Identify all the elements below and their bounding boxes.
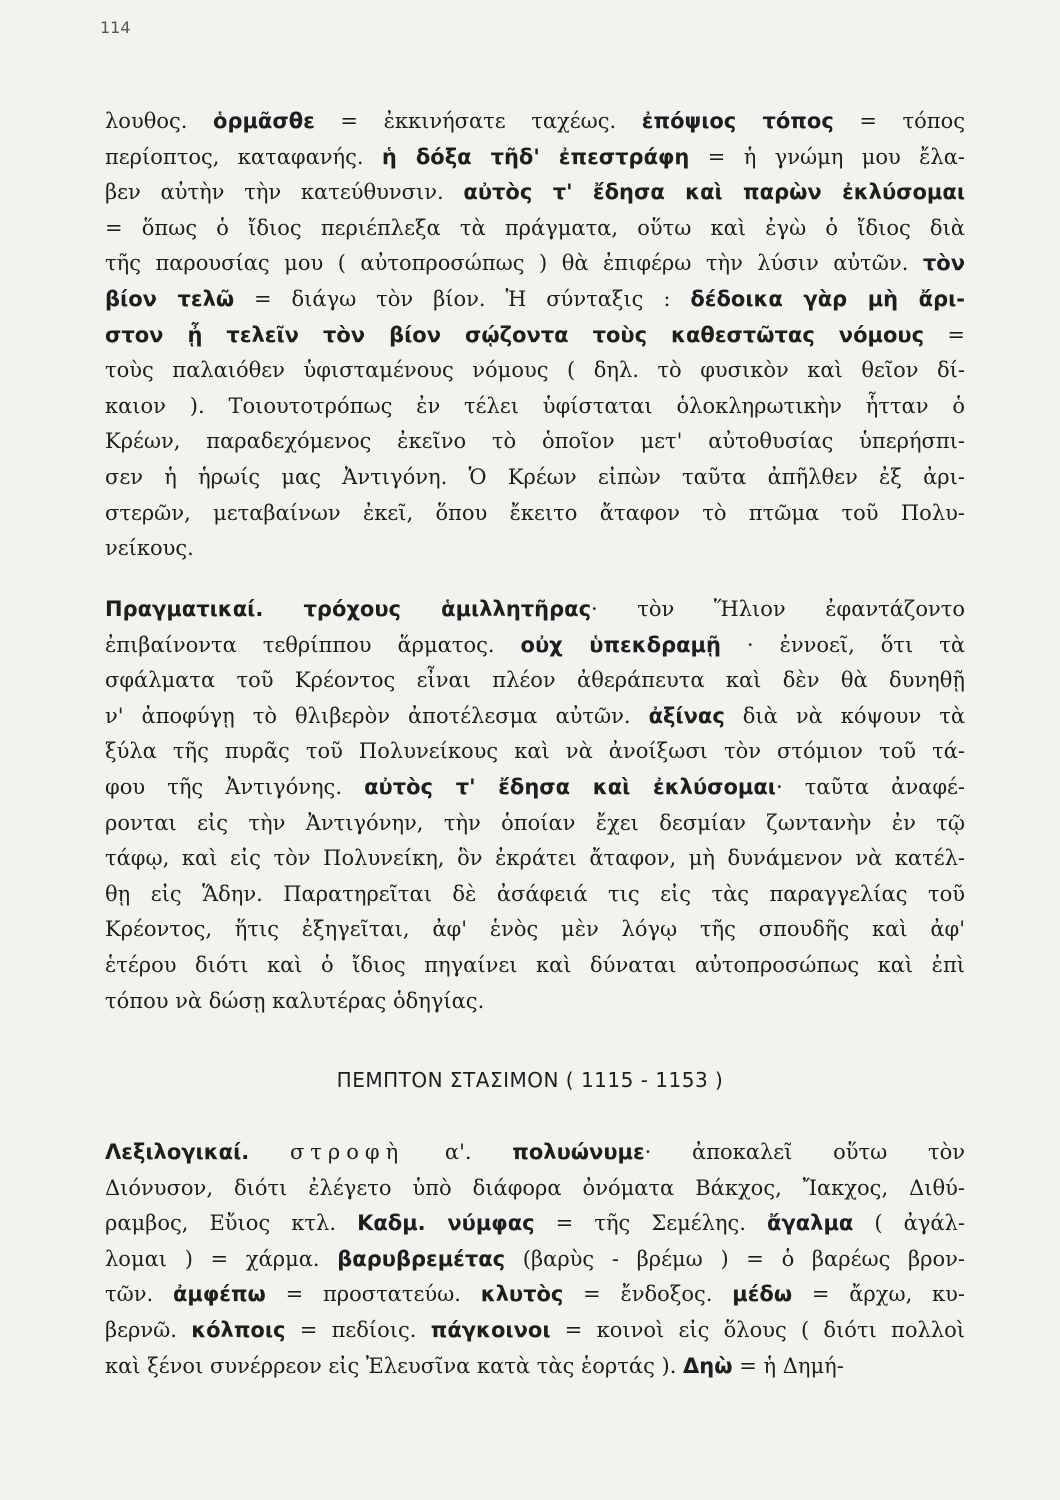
text-run: στερῶν, μεταβαίνων ἐκεῖ, ὅπου ἔκειτο ἄταφον τὸ πτῶμα τοῦ Πολυ- (105, 500, 965, 525)
text-run: καὶ ξένοι συνέρρεον εἰς Ἐλευσῖνα κατὰ τὰς ἑορτάς ). (105, 1353, 684, 1378)
bold-term: ἡ δόξα τῆδ' ἐπεστράφη (381, 144, 690, 169)
text-line (105, 460, 965, 496)
bold-term: ἐπόψιος τόπος (641, 109, 834, 133)
bold-term: βαρυβρεμέτας (337, 1246, 506, 1271)
text-line (105, 734, 965, 770)
text-run: ἑτέρου διότι καὶ ὁ ἴδιος πηγαίνει καὶ δύναται αὐτοπροσώπως καὶ ἐπὶ (105, 952, 965, 977)
text-run: σεν ἡ ἡρωίς μας Ἀντιγόνη. Ὁ Κρέων εἰπὼν ταῦτα ἀπῆλθεν ἐξ ἀρι- (105, 464, 965, 489)
paragraph-commentary-1 (105, 104, 965, 567)
text-line (105, 424, 965, 460)
bold-term: κόλποις (191, 1317, 286, 1342)
bold-term: αὐτὸς τ' ἔδησα καὶ παρὼν ἐκλύσομαι (463, 180, 965, 205)
bold-term: βίον τελῶ (105, 286, 235, 311)
bold-term: ὁρμᾶσθε (213, 109, 315, 133)
text-line (105, 592, 965, 628)
text-line (105, 282, 965, 318)
text-run: τάφῳ, καὶ εἰς τὸν Πολυνείκη, ὃν ἐκράτει ἄταφον, μὴ δυνάμενον νὰ κατέλ- (105, 846, 965, 871)
bold-term: πάγκοινοι (430, 1317, 551, 1342)
text-run: · ἐννοεῖ, ὅτι τὰ (720, 632, 966, 657)
page-number: 114 (100, 18, 131, 37)
text-line (105, 948, 965, 984)
text-run: ν' ἀποφύγῃ τὸ θλιβερὸν ἀποτέλεσμα αὐτῶν. (105, 703, 649, 728)
text-run: καιον ). Τοιουτοτρόπως ἐν τέλει ὑφίσταται ὁλοκληρωτικὴν ἧτταν ὁ (105, 393, 965, 418)
text-run: = ἡ γνώμη μου ἔλα- (689, 144, 965, 169)
text-run: (βαρὺς - βρέμω ) = ὁ βαρέως βρον- (505, 1246, 965, 1271)
text-run: ( ἀγάλ- (853, 1211, 965, 1236)
bold-term: Καδμ. νύμφας (357, 1211, 535, 1236)
text-line (105, 1171, 965, 1207)
bold-term: κλυτὸς (480, 1282, 564, 1307)
bold-term: αὐτὸς τ' ἔδησα καὶ ἐκλύσομαι (364, 774, 776, 799)
text-run: · τὸν Ἥλιον ἐφαντάζοντο (591, 597, 965, 621)
text-run: τῆς παρουσίας μου ( αὐτοπροσώπως ) θὰ ἐπιφέρω τὴν λύσιν αὐτῶν. (105, 251, 923, 276)
text-run: λομαι ) = χάρμα. (105, 1246, 338, 1271)
text-line (105, 389, 965, 425)
text-run (249, 1140, 290, 1164)
text-line (105, 246, 965, 282)
text-line (105, 175, 965, 211)
bold-term: τὸν (922, 251, 965, 276)
text-run: Κρέοντος, ἥτις ἐξηγεῖται, ἀφ' ἑνὸς μὲν λόγῳ τῆς σπουδῆς καὶ ἀφ' (105, 917, 965, 942)
text-run: = ἔνδοξος. (563, 1282, 733, 1307)
paragraph-lexilogikai (105, 1135, 965, 1384)
text-line (105, 211, 965, 247)
spaced-term: στροφὴ (289, 1140, 405, 1164)
text-line (105, 806, 965, 842)
text-run: α'. (404, 1140, 513, 1164)
text-run: βερνῶ. (105, 1317, 192, 1342)
text-run: = τῆς Σεμέλης. (534, 1211, 768, 1236)
bold-term: πολυώνυμε (512, 1140, 645, 1164)
bold-term: ἄγαλμα (767, 1211, 854, 1236)
text-line (105, 699, 965, 735)
text-run: φου τῆς Ἀντιγόνης. (105, 774, 365, 799)
text-run: = (924, 322, 965, 347)
bold-term: Λεξιλογικαί. (105, 1140, 250, 1164)
text-run: διὰ νὰ κόψουν τὰ (724, 703, 966, 728)
text-run: ἐπιβαίνοντα τεθρίππου ἅρματος. (105, 632, 521, 657)
text-run: = πεδίοις. (285, 1317, 431, 1342)
text-line (105, 1206, 965, 1242)
text-line (105, 104, 965, 140)
text-run: τοὺς παλαιόθεν ὑφισταμένους νόμους ( δηλ. τὸ φυσικὸν καὶ θεῖον δί- (105, 358, 965, 383)
text-run: θῃ εἰς Ἅδην. Παρατηρεῖται δὲ ἀσάφειά τις εἰς τὰς παραγγελίας τοῦ (105, 881, 965, 906)
text-run: τόπου νὰ δώσῃ καλυτέρας ὁδηγίας. (105, 988, 485, 1013)
text-run: · ἀποκαλεῖ οὕτω τὸν (644, 1140, 965, 1164)
text-run: ρονται εἰς τὴν Ἀντιγόνην, τὴν ὁποίαν ἔχει δεσμίαν ζωντανὴν ἐν τῷ (105, 810, 965, 835)
text-run: = διάγω τὸν βίον. Ἡ σύνταξις : (234, 286, 691, 311)
text-run: · ταῦτα ἀναφέ- (775, 774, 965, 799)
text-line (105, 912, 965, 948)
text-run: = τόπος (833, 109, 965, 133)
text-line (105, 1242, 965, 1278)
bold-term: Δηὼ (683, 1353, 733, 1378)
text-line (105, 531, 965, 567)
bold-term: ἀξίνας (648, 703, 725, 728)
text-line (105, 663, 965, 699)
text-run: = ὅπως ὁ ἴδιος περιέπλεξα τὰ πράγματα, οὕτω καὶ ἐγὼ ὁ ἴδιος διὰ (105, 215, 965, 240)
text-line (105, 770, 965, 806)
bold-term: μέδω (732, 1282, 793, 1307)
text-run: = ἐκκινήσατε ταχέως. (314, 109, 642, 133)
text-run: λουθος. (105, 109, 214, 133)
text-line (105, 140, 965, 176)
text-line (105, 1313, 965, 1349)
text-run: τῶν. (105, 1282, 173, 1307)
text-run: ξύλα τῆς πυρᾶς τοῦ Πολυνείκους καὶ νὰ ἀνοίξωσι τὸν στόμιον τοῦ τά- (105, 739, 965, 764)
text-line (105, 496, 965, 532)
text-line (105, 1349, 965, 1385)
text-run: = προστατεύω. (265, 1282, 481, 1307)
text-run: ραμβος, Εὔιος κτλ. (105, 1211, 358, 1236)
paragraph-pragmatikai (105, 592, 965, 1019)
text-run: νείκους. (105, 536, 194, 561)
bold-term: δέδοικα γὰρ μὴ ἄρι- (690, 286, 965, 311)
bold-term: οὐχ ὑπεκδραμῇ (520, 632, 721, 657)
text-run: = ἡ Δημή- (732, 1353, 844, 1378)
text-line (105, 1277, 965, 1313)
text-line (105, 318, 965, 354)
text-run: = κοινοὶ εἰς ὅλους ( διότι πολλοὶ (550, 1317, 965, 1342)
text-line (105, 984, 965, 1020)
text-run: περίοπτος, καταφανής. (105, 144, 382, 169)
text-run: = ἄρχω, κυ- (792, 1282, 966, 1307)
text-line (105, 1135, 965, 1171)
text-line (105, 628, 965, 664)
bold-term: ἀμφέπω (172, 1282, 266, 1307)
text-run: σφάλματα τοῦ Κρέοντος εἶναι πλέον ἀθεράπευτα καὶ δὲν θὰ δυνηθῇ (105, 668, 965, 693)
text-line (105, 877, 965, 913)
text-run: Κρέων, παραδεχόμενος ἐκεῖνο τὸ ὁποῖον μετ' αὐτοθυσίας ὑπερήσπι- (105, 429, 965, 454)
text-run: Διόνυσον, διότι ἐλέγετο ὑπὸ διάφορα ὀνόματα Βάκχος, Ἴακχος, Διθύ- (105, 1175, 965, 1200)
bold-term: Πραγματικαί. τρόχους ἁμιλλητῆρας (105, 597, 592, 621)
text-line (105, 841, 965, 877)
section-heading: ΠΕΜΠΤΟΝ ΣΤΑΣΙΜΟΝ ( 1115 - 1153 ) (336, 1068, 724, 1092)
text-run: βεν αὐτὴν τὴν κατεύθυνσιν. (105, 180, 464, 205)
text-line (105, 353, 965, 389)
bold-term: στον ᾖ τελεῖν τὸν βίον σῴζοντα τοὺς καθεστῶτας νόμους (105, 322, 925, 347)
